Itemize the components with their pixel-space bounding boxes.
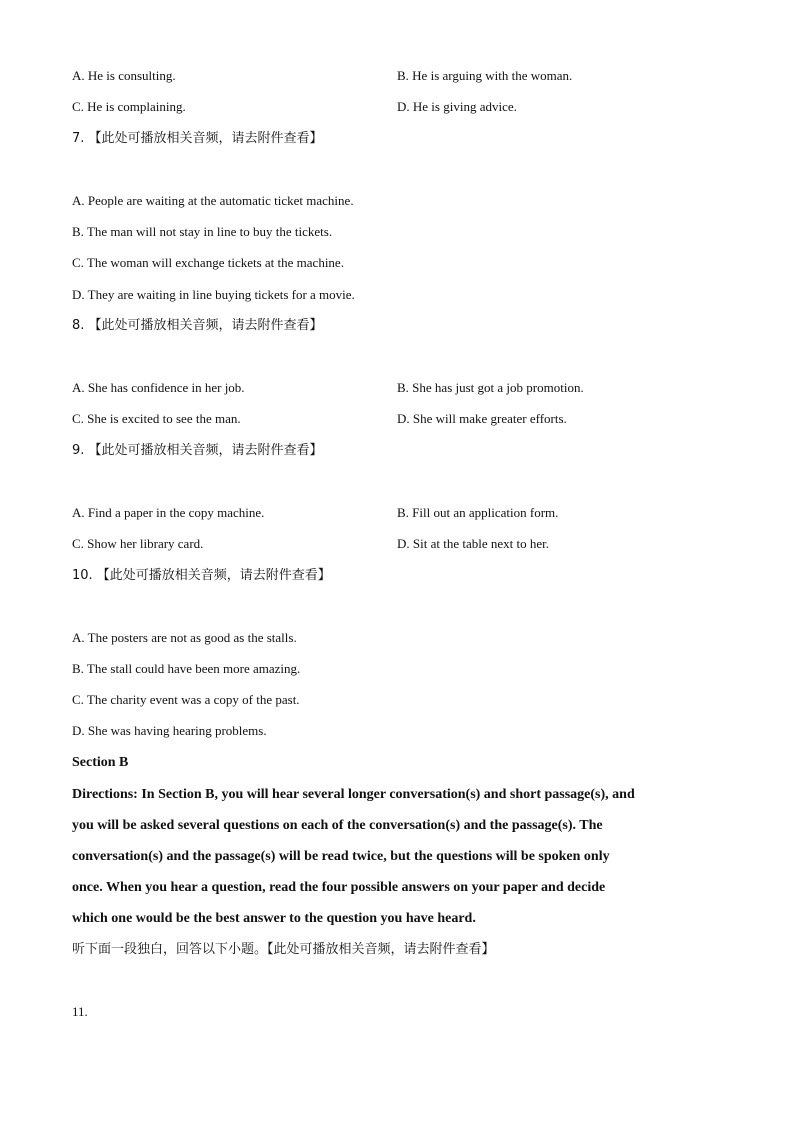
- q7-option-c: C. The woman will exchange tickets at the machine.: [72, 255, 344, 270]
- listening-instruction: 听下面一段独白，回答以下小题。【此处可播放相关音频，请去附件查看】: [72, 942, 495, 957]
- q10-option-a: A. The posters are not as good as the stalls.: [72, 630, 297, 645]
- q8-option-a: A. She has confidence in her job.: [72, 380, 245, 395]
- directions-line-5: which one would be the best answer to the question you have heard.: [72, 911, 476, 926]
- directions-line-3: conversation(s) and the passage(s) will be read twice, but the questions will be spoken only: [72, 849, 610, 864]
- q7-option-d: D. They are waiting in line buying tickets for a movie.: [72, 287, 355, 302]
- q7-option-b: B. The man will not stay in line to buy the tickets.: [72, 224, 333, 239]
- directions-line-2: you will be asked several questions on each of the conversation(s) and the passage(s). The: [72, 818, 603, 833]
- q10-option-c: C. The charity event was a copy of the past.: [72, 692, 300, 707]
- q9-prompt: 9. 【此处可播放相关音频，请去附件查看】: [72, 443, 323, 458]
- q10-prompt: 10. 【此处可播放相关音频，请去附件查看】: [72, 568, 331, 583]
- q6-option-a: A. He is consulting.: [72, 68, 176, 83]
- q8-prompt: 8. 【此处可播放相关音频，请去附件查看】: [72, 318, 323, 333]
- q9-option-c: C. Show her library card.: [72, 536, 204, 551]
- q10-option-d: D. She was having hearing problems.: [72, 723, 267, 738]
- q7-option-a: A. People are waiting at the automatic ticket machine.: [72, 193, 354, 208]
- section-b-title: Section B: [72, 755, 129, 770]
- q8-option-b: B. She has just got a job promotion.: [397, 380, 584, 395]
- q10-option-b: B. The stall could have been more amazing.: [72, 661, 301, 676]
- q8-option-c: C. She is excited to see the man.: [72, 411, 241, 426]
- q9-option-a: A. Find a paper in the copy machine.: [72, 505, 265, 520]
- q6-option-d: D. He is giving advice.: [397, 99, 517, 114]
- q9-option-b: B. Fill out an application form.: [397, 505, 559, 520]
- directions-line-4: once. When you hear a question, read the four possible answers on your paper and decide: [72, 880, 606, 895]
- directions-line-1: Directions: In Section B, you will hear several longer conversation(s) and short passage(s), and: [72, 787, 635, 802]
- q6-option-b: B. He is arguing with the woman.: [397, 68, 573, 83]
- q8-option-d: D. She will make greater efforts.: [397, 411, 567, 426]
- q11-number: 11.: [72, 1004, 88, 1019]
- q6-option-c: C. He is complaining.: [72, 99, 186, 114]
- q7-prompt: 7. 【此处可播放相关音频，请去附件查看】: [72, 131, 323, 146]
- q9-option-d: D. Sit at the table next to her.: [397, 536, 549, 551]
